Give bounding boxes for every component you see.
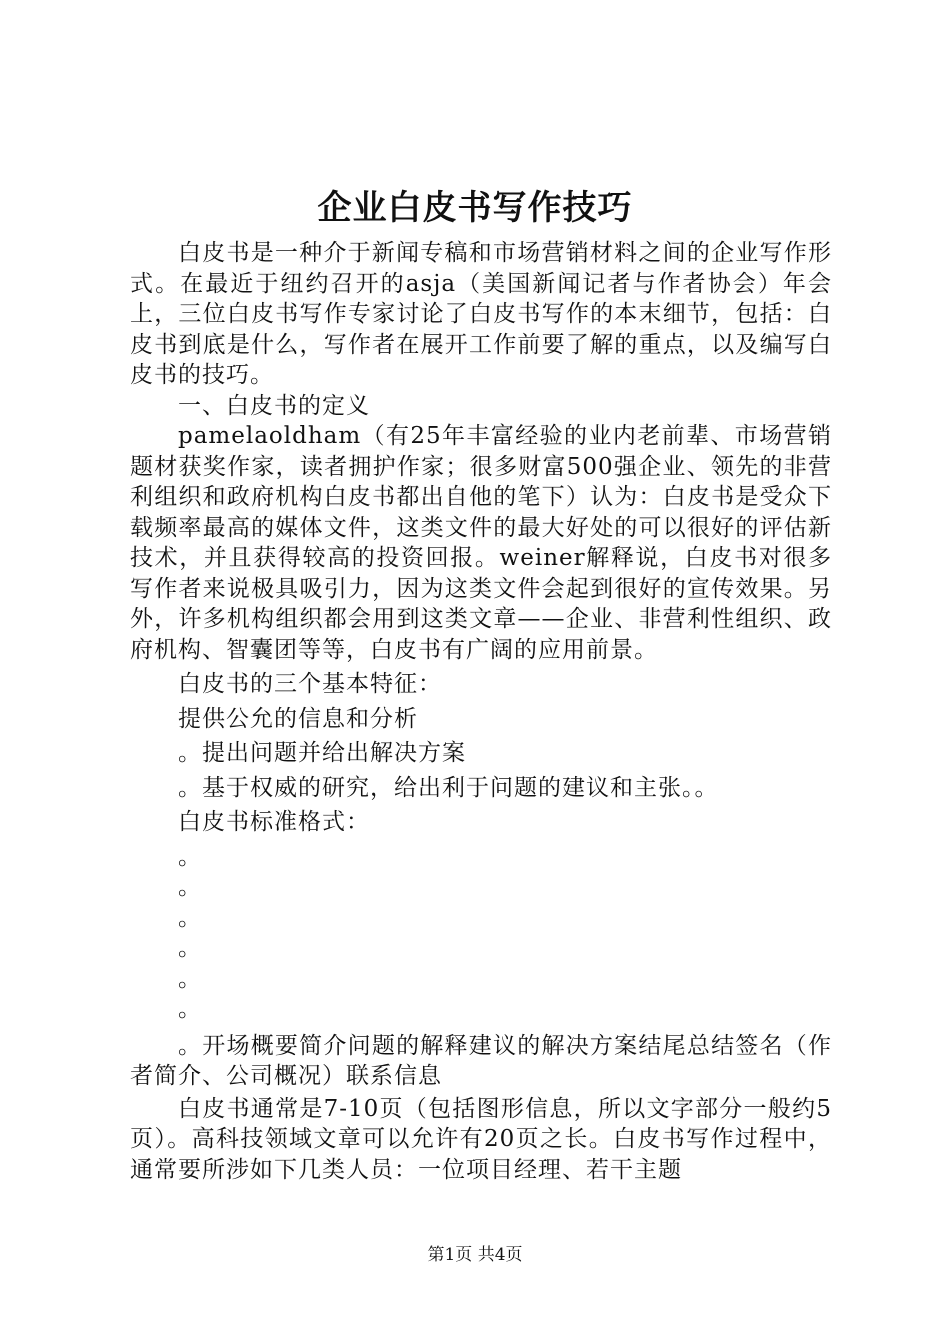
feature-item: 提供公允的信息和分析 bbox=[178, 705, 418, 732]
intro-paragraph: 白皮书是一种介于新闻专稿和市场营销材料之间的企业写作形式。在最近于纽约召开的asja（美国新闻记者与作者协会）年会上，三位白皮书写作专家讨论了白皮书写作的本末细节，包括：白皮书到底是什么，写作者在展开工作前要了解的重点，以及编写白皮书的技巧。 bbox=[130, 240, 832, 388]
section-heading-definition: 一、白皮书的定义 bbox=[178, 392, 370, 419]
feature-item: 。提出问题并给出解决方案 bbox=[178, 740, 466, 766]
format-items-paragraph: 。开场概要简介问题的解释建议的解决方案结尾总结签名（作者简介、公司概况）联系信息 bbox=[130, 1032, 832, 1089]
format-bullet: 。 bbox=[178, 843, 202, 870]
document-title: 企业白皮书写作技巧 bbox=[317, 188, 633, 228]
length-paragraph: 白皮书通常是7-10页（包括图形信息，所以文字部分一般约5页）。高科技领域文章可以允许有20页之长。白皮书写作过程中，通常要所涉如下几类人员：一位项目经理、若干主题 bbox=[130, 1095, 832, 1183]
format-bullet: 。 bbox=[178, 935, 202, 961]
document-body bbox=[130, 238, 832, 1185]
page-indicator: 第1页 共4页 bbox=[427, 1245, 523, 1265]
features-heading: 白皮书的三个基本特征： bbox=[178, 671, 442, 697]
format-bullet: 。 bbox=[178, 874, 202, 900]
format-bullet: 。 bbox=[178, 996, 202, 1022]
definition-paragraph: pamelaoldham（有25年丰富经验的业内老前辈、市场营销题材获奖作家，读者拥护作家；很多财富500强企业、领先的非营利组织和政府机构白皮书都出自他的笔下）认为：白皮书是受众下载频率最高的媒体文件，这类文件的最大好处的可以很好的评估新技术，并且获得较高的投资回报。weiner解释说，白皮书对很多写作者来说极具吸引力，因为这类文件会起到很好的宣传效果。另外，许多机构组织都会用到这类文章——企业、非营利性组织、政府机构、智囊团等等，白皮书有广阔的应用前景。 bbox=[130, 423, 832, 663]
feature-item: 。基于权威的研究，给出利于问题的建议和主张。。 bbox=[178, 774, 719, 801]
format-heading: 白皮书标准格式： bbox=[178, 809, 370, 835]
format-bullet: 。 bbox=[178, 904, 202, 931]
format-bullet: 。 bbox=[178, 965, 202, 992]
